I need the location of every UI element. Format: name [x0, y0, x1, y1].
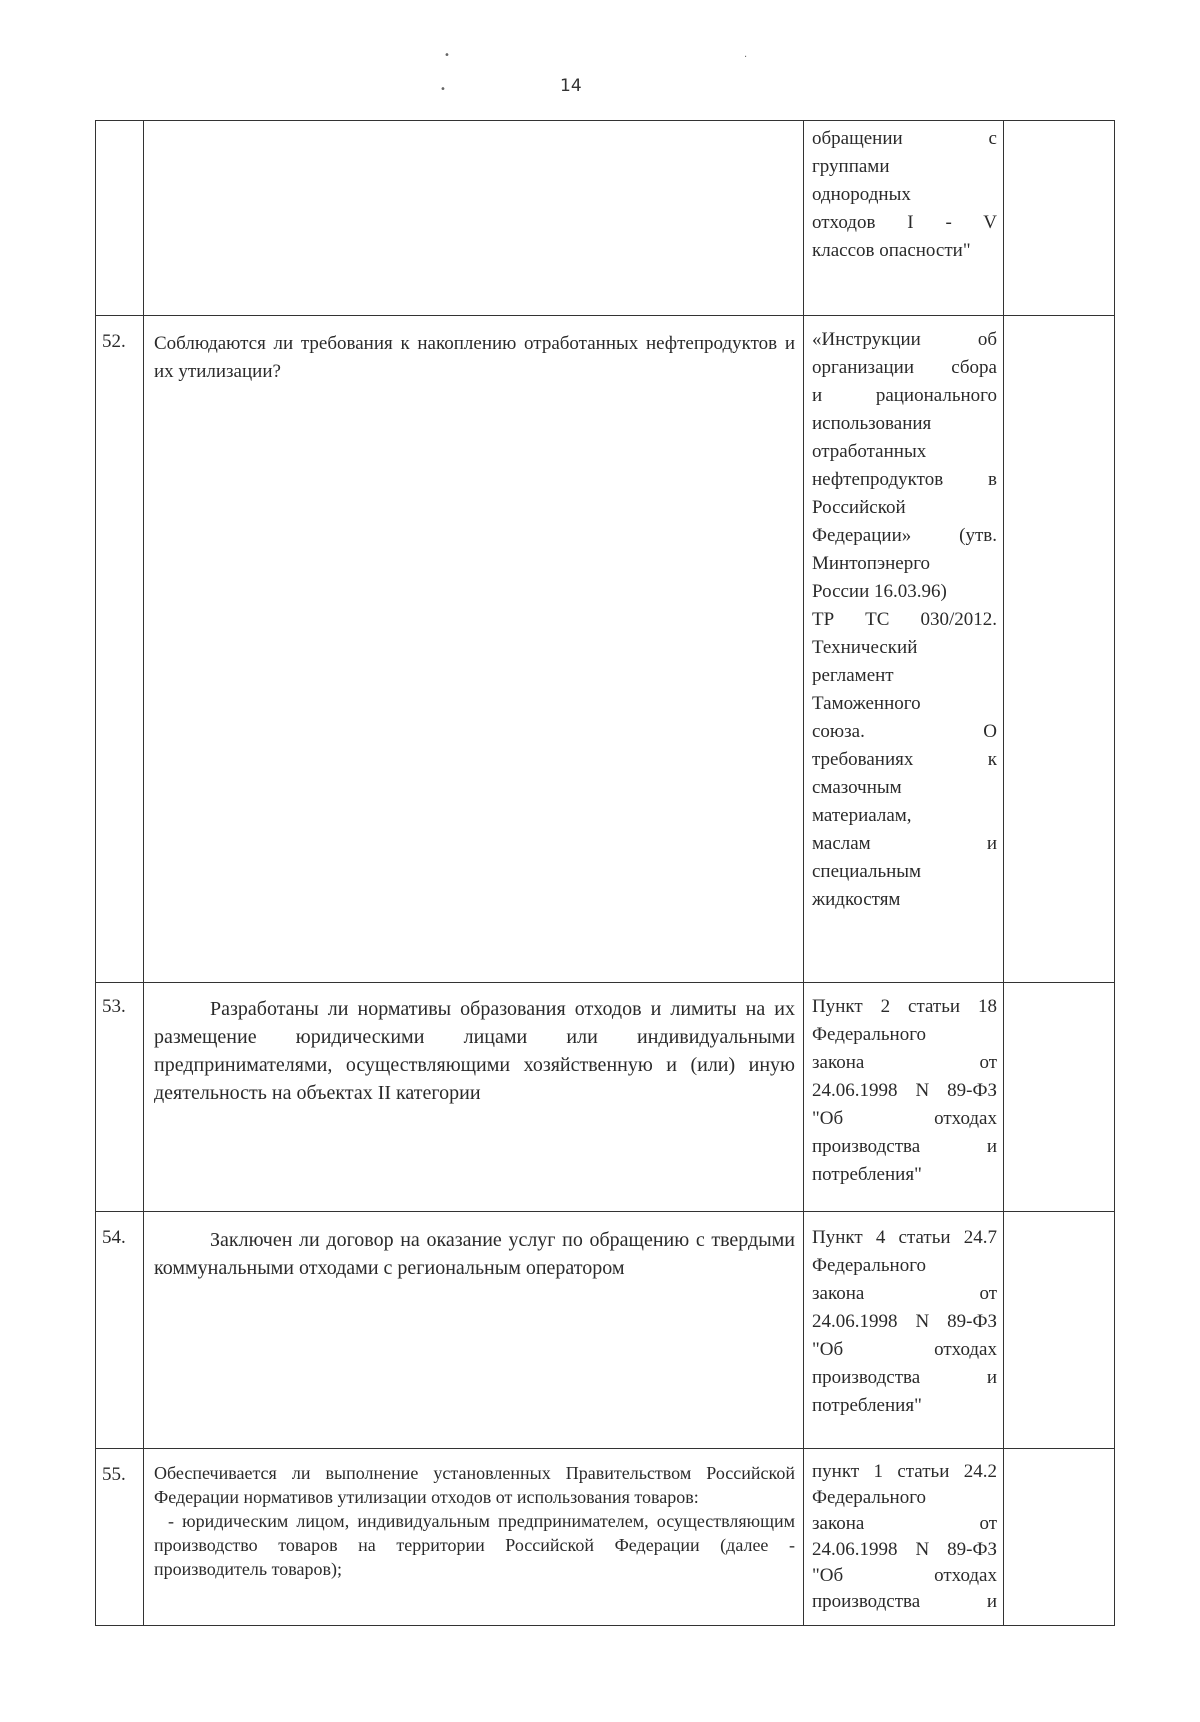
reference-line: Технический [812, 637, 918, 658]
reference-line: потребления" [812, 1395, 922, 1416]
result-cell [1004, 983, 1114, 1211]
question-text: Разработаны ли нормативы образования отходов и лимиты на их размещение юридическими лицами или индивидуальными предпринимателями, осуществляющими хозяйственную и (или) иную деятельность на объектах II категории [144, 983, 804, 1211]
reference-line: смазочным [812, 777, 902, 798]
reference-line: "Об отходах [812, 1108, 997, 1129]
reference-line: организации сбора [812, 357, 997, 378]
reference-line: Пункт 4 статьи 24.7 [812, 1227, 997, 1248]
reference-line: регламент [812, 665, 894, 686]
reference-line: классов опасности" [812, 240, 971, 261]
page-number: 14 [560, 76, 582, 96]
reference-line: союза. О [812, 721, 997, 742]
reference-line: Федерального [812, 1255, 927, 1276]
reference-line: обращении с [812, 128, 997, 149]
reference-line: однородных [812, 184, 911, 205]
reference-line: 24.06.1998 N 89-ФЗ [812, 1080, 997, 1101]
reference-line: Российской [812, 497, 906, 518]
reference-line: закона от [812, 1283, 997, 1304]
reference-line: Пункт 2 статьи 18 [812, 996, 997, 1017]
question-text [144, 121, 804, 315]
reference-line: «Инструкции об [812, 329, 997, 350]
reference-line: группами [812, 156, 890, 177]
reference-line: отходов I - V [812, 212, 997, 233]
legal-reference [804, 1449, 1004, 1625]
scan-mark: • [440, 84, 446, 95]
result-cell [1004, 1212, 1114, 1448]
table-row [95, 1212, 1115, 1449]
row-number [96, 121, 144, 315]
legal-reference [804, 983, 1004, 1211]
table-row [95, 316, 1115, 983]
reference-line: Таможенного [812, 693, 921, 714]
reference-line: нефтепродуктов в [812, 469, 997, 490]
row-number: 54. [96, 1212, 144, 1448]
result-cell [1004, 316, 1114, 982]
question-text: Заключен ли договор на оказание услуг по обращению с твердыми коммунальными отходами с региональным оператором [144, 1212, 804, 1448]
checklist-table [95, 120, 1115, 1626]
reference-line: производства и [812, 1591, 997, 1612]
reference-line: отработанных [812, 441, 927, 462]
reference-line: маслам и [812, 833, 997, 854]
question-paragraph: Обеспечивается ли выполнение установленных Правительством Российской Федерации нормативов утилизации отходов от использования товаров: [154, 1463, 795, 1507]
table-row [95, 120, 1115, 316]
reference-line: пункт 1 статьи 24.2 [812, 1461, 997, 1482]
scan-mark: • [444, 50, 450, 61]
reference-line: Федерации» (утв. [812, 525, 997, 546]
reference-line: жидкостям [812, 889, 901, 910]
result-cell [1004, 121, 1114, 315]
scan-mark: · [744, 52, 748, 63]
table-row [95, 983, 1115, 1212]
legal-reference [804, 121, 1004, 315]
reference-line: закона от [812, 1513, 997, 1534]
row-number: 53. [96, 983, 144, 1211]
reference-line: Минтопэнерго [812, 553, 931, 574]
question-paragraph: - юридическим лицом, индивидуальным предпринимателем, осуществляющим производство товаров на территории Российской Федерации (далее - производитель товаров); [154, 1511, 795, 1579]
legal-reference [804, 316, 1004, 982]
question-text [144, 1449, 804, 1625]
row-number: 52. [96, 316, 144, 982]
reference-line: производства и [812, 1136, 997, 1157]
reference-line: специальным [812, 861, 922, 882]
reference-line: Федерального [812, 1024, 927, 1045]
reference-line: Федерального [812, 1487, 927, 1508]
reference-line: производства и [812, 1367, 997, 1388]
row-number: 55. [96, 1449, 144, 1625]
reference-line: ТР ТС 030/2012. [812, 609, 997, 630]
reference-line: 24.06.1998 N 89-ФЗ [812, 1539, 997, 1560]
reference-line: 24.06.1998 N 89-ФЗ [812, 1311, 997, 1332]
table-row [95, 1449, 1115, 1626]
reference-line: России 16.03.96) [812, 581, 947, 602]
reference-line: потребления" [812, 1164, 922, 1185]
legal-reference [804, 1212, 1004, 1448]
reference-line: материалам, [812, 805, 912, 826]
reference-line: требованиях к [812, 749, 997, 770]
reference-line: использования [812, 413, 932, 434]
result-cell [1004, 1449, 1114, 1625]
reference-line: "Об отходах [812, 1565, 997, 1586]
reference-line: закона от [812, 1052, 997, 1073]
question-text: Соблюдаются ли требования к накоплению отработанных нефтепродуктов и их утилизации? [144, 316, 804, 982]
reference-line: и рационального [812, 385, 997, 406]
reference-line: "Об отходах [812, 1339, 997, 1360]
